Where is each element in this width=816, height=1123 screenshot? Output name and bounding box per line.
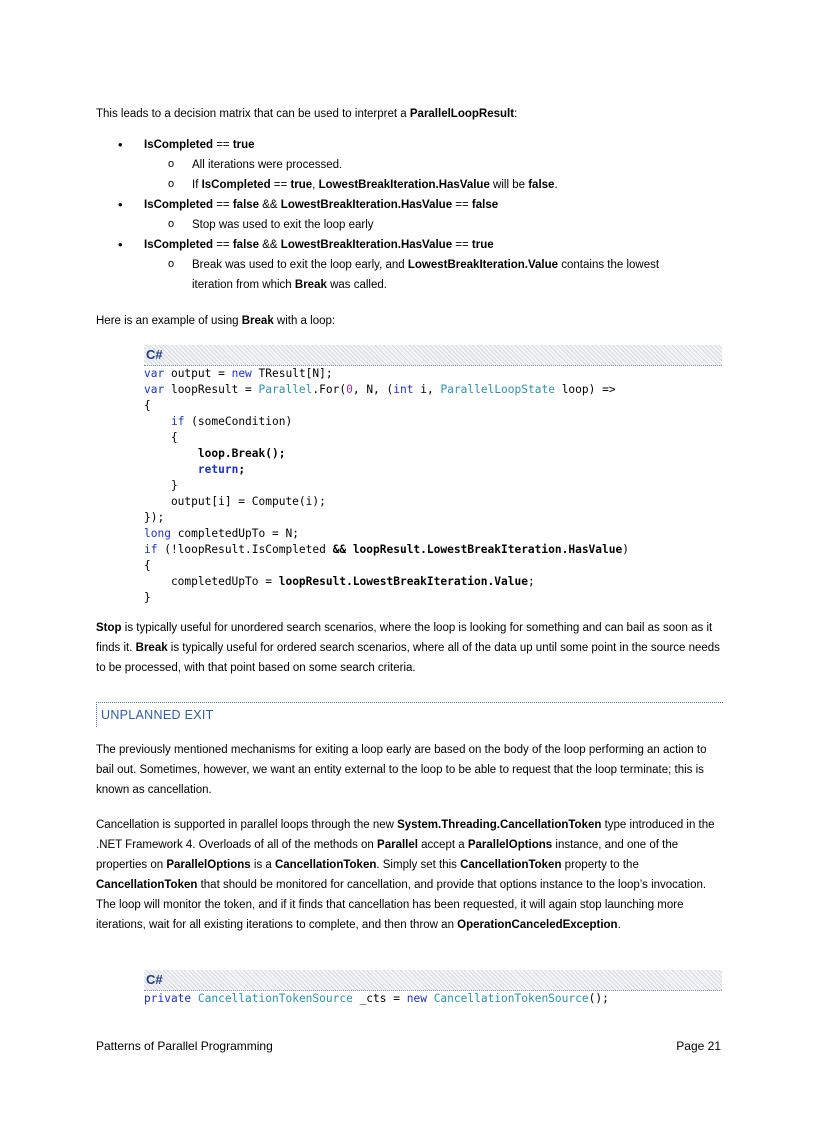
list-item: o All iterations were processed.: [144, 155, 721, 175]
decision-matrix-list: [96, 135, 721, 295]
code-block: [144, 345, 722, 606]
list-item: • IsCompleted == false && LowestBreakIteration.HasValue == true o Break was used to exit the loop early, and LowestBreakIteration.Value contains the lowest iteration from which Break was called.: [96, 235, 721, 295]
list-item: o If IsCompleted == true, LowestBreakIteration.HasValue will be false.: [144, 175, 721, 195]
list-item: o Break was used to exit the loop early, and LowestBreakIteration.Value contains the lowest iteration from which Break was called.: [144, 255, 692, 295]
code-language-label: C#: [144, 970, 722, 991]
code-block: [144, 970, 722, 1007]
list-item: • IsCompleted == false && LowestBreakIteration.HasValue == false o Stop was used to exit the loop early: [96, 195, 721, 235]
intro-paragraph: This leads to a decision matrix that can be used to interpret a ParallelLoopResult:: [96, 108, 518, 120]
footer-title: Patterns of Parallel Programming: [96, 1039, 273, 1053]
code-language-label: C#: [144, 345, 722, 366]
section-heading: UNPLANNED EXIT: [96, 702, 723, 727]
stop-break-paragraph: Stop is typically useful for unordered search scenarios, where the loop is looking for something and can bail as soon as it finds it. Break is typically useful for ordered search scenarios, where all of the data up until some point in the source needs to be processed, with that point based on some search criteria.: [96, 622, 720, 674]
code-text: private CancellationTokenSource _cts = new CancellationTokenSource();: [144, 992, 609, 1005]
cancellation-intro-paragraph: The previously mentioned mechanisms for exiting a loop early are based on the body of the loop performing an action to bail out. Sometimes, however, we want an entity external to the loop to be able to request that the loop terminate; this is known as cancellation.: [96, 744, 707, 796]
page-number: Page 21: [676, 1039, 721, 1053]
list-item: o Stop was used to exit the loop early: [144, 215, 721, 235]
list-item: • IsCompleted == true o All iterations were processed. o If IsCompleted == true, LowestBreakIteration.HasValue will be false.: [96, 135, 721, 195]
example-paragraph: Here is an example of using Break with a loop:: [96, 315, 336, 327]
code-text: var output = new TResult[N]; var loopResult = Parallel.For(0, N, (int i, ParallelLoopState loop) => { if (someCondition) { loop.Break(); return; } output[i] = Compute(i); }); long completedUpTo = N; if (!loopResult.IsCompleted && loopResult.LowestBreakIteration.HasValue) { completedUpTo = loopResult.LowestBreakIteration.Value; }: [144, 367, 629, 604]
cancellation-token-paragraph: Cancellation is supported in parallel loops through the new System.Threading.CancellationToken type introduced in the .NET Framework 4. Overloads of all of the methods on Parallel accept a ParallelOptions instance, and one of the properties on ParallelOptions is a CancellationToken. Simply set this CancellationToken property to the CancellationToken that should be monitored for cancellation, and provide that options instance to the loop’s invocation. The loop will monitor the token, and if it finds that cancellation has been requested, it will again stop launching more iterations, wait for all existing iterations to complete, and then throw an OperationCanceledException.: [96, 819, 715, 931]
